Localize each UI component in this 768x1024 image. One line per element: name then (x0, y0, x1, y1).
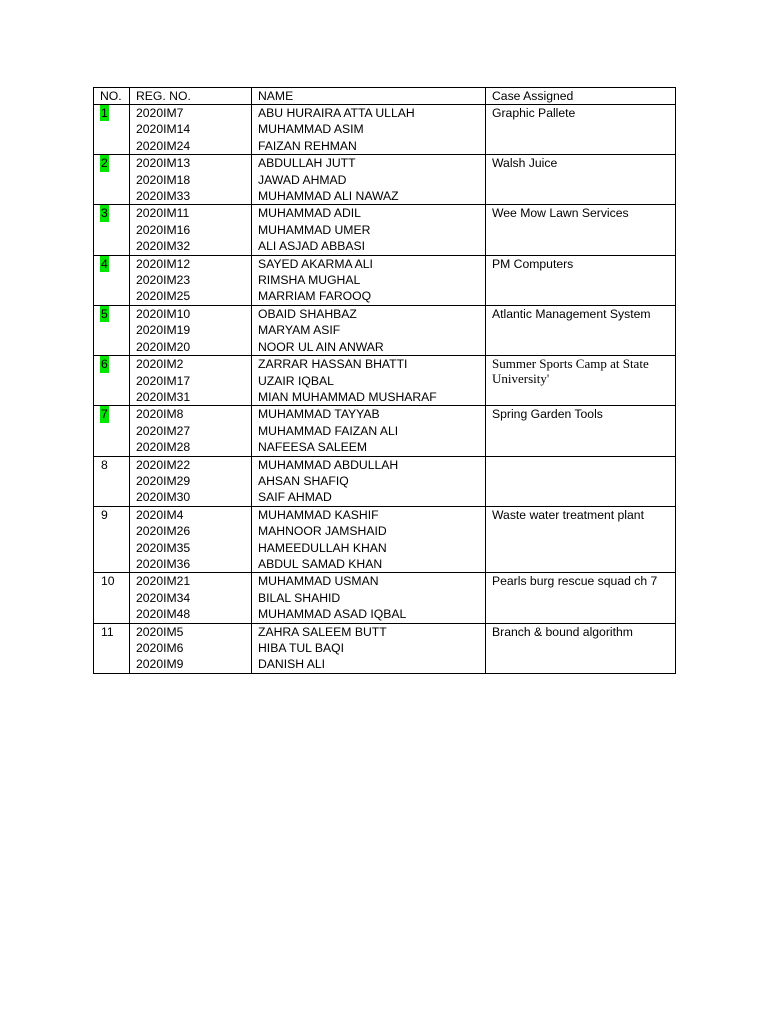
reg-no: 2020IM22 (136, 457, 191, 472)
table-row (94, 573, 676, 623)
table-body (94, 105, 676, 674)
student-name: MARYAM ASIF (258, 323, 341, 338)
case-assigned: Summer Sports Camp at State University' (492, 356, 649, 387)
table-row (94, 356, 676, 406)
reg-no: 2020IM10 (136, 306, 191, 321)
student-name: FAIZAN REHMAN (258, 138, 357, 153)
reg-no-cell (130, 456, 252, 506)
reg-no: 2020IM28 (136, 440, 191, 455)
reg-no: 2020IM17 (136, 373, 191, 388)
case-assigned: Pearls burg rescue squad ch 7 (492, 574, 658, 589)
header-name: NAME (252, 88, 486, 105)
student-name-cell (252, 205, 486, 255)
reg-no: 2020IM12 (136, 256, 191, 271)
reg-no-cell (130, 623, 252, 673)
group-number-cell (94, 623, 130, 673)
reg-no: 2020IM8 (136, 407, 184, 422)
student-name-cell (252, 406, 486, 456)
case-assigned-cell (486, 155, 676, 205)
group-number: 8 (101, 457, 108, 472)
reg-no-cell (130, 305, 252, 355)
case-assigned: Graphic Pallete (492, 106, 576, 120)
case-assigned: PM Computers (492, 256, 574, 271)
student-name: DANISH ALI (258, 657, 326, 672)
group-number-cell (94, 255, 130, 305)
student-name: ZAHRA SALEEM BUTT (258, 624, 387, 639)
case-assigned-cell (486, 623, 676, 673)
reg-no-cell (130, 255, 252, 305)
group-number-cell (94, 506, 130, 573)
student-name: MAHNOOR JAMSHAID (258, 524, 387, 539)
student-name: MARRIAM FAROOQ (258, 289, 372, 304)
reg-no: 2020IM6 (136, 641, 184, 655)
student-name: SAIF AHMAD (258, 490, 332, 505)
student-name-cell (252, 623, 486, 673)
group-number: 5 (101, 306, 108, 321)
student-name: BILAL SHAHID (258, 590, 341, 605)
student-name: UZAIR IQBAL (258, 373, 334, 388)
case-assigned-cell (486, 356, 676, 406)
reg-no: 2020IM48 (136, 607, 191, 622)
reg-no: 2020IM35 (136, 540, 191, 555)
group-number: 3 (101, 206, 108, 221)
case-assigned-cell (486, 406, 676, 456)
reg-no-cell (130, 356, 252, 406)
group-number-cell (94, 205, 130, 255)
table-row (94, 456, 676, 506)
student-name: MUHAMMAD TAYYAB (258, 407, 380, 422)
case-assigned: Spring Garden Tools (492, 407, 603, 422)
case-assigned-cell (486, 456, 676, 506)
student-name-cell (252, 356, 486, 406)
student-name: ZARRAR HASSAN BHATTI (258, 357, 408, 372)
header-reg-no: REG. NO. (130, 88, 252, 105)
student-name: ALI ASJAD ABBASI (258, 239, 366, 254)
group-number: 4 (101, 256, 108, 271)
reg-no-cell (130, 506, 252, 573)
student-name: ABDUL SAMAD KHAN (258, 556, 383, 571)
student-name: ABDULLAH JUTT (258, 156, 356, 171)
group-number-cell (94, 356, 130, 406)
student-name: MUHAMMAD ASIM (258, 122, 364, 137)
reg-no: 2020IM27 (136, 423, 191, 438)
student-name: MUHAMMAD ALI NAWAZ (258, 189, 399, 204)
reg-no: 2020IM7 (136, 106, 184, 120)
reg-no: 2020IM14 (136, 122, 191, 137)
case-assigned: Wee Mow Lawn Services (492, 206, 629, 221)
reg-no: 2020IM19 (136, 323, 191, 338)
student-name: MUHAMMAD UMER (258, 222, 371, 237)
case-assigned: Waste water treatment plant (492, 507, 644, 522)
case-assigned-cell (486, 305, 676, 355)
student-name: MUHAMMAD FAIZAN ALI (258, 423, 399, 438)
reg-no: 2020IM34 (136, 590, 191, 605)
student-name: NAFEESA SALEEM (258, 440, 368, 455)
reg-no-cell (130, 155, 252, 205)
student-name: MUHAMMAD ABDULLAH (258, 457, 399, 472)
student-name: SAYED AKARMA ALI (258, 256, 373, 271)
table-row (94, 205, 676, 255)
reg-no-cell (130, 205, 252, 255)
reg-no: 2020IM30 (136, 490, 191, 505)
student-name-cell (252, 456, 486, 506)
reg-no: 2020IM11 (136, 206, 190, 221)
group-assignment-table (93, 87, 676, 674)
student-name: ABU HURAIRA ATTA ULLAH (258, 106, 415, 120)
group-number-cell (94, 105, 130, 155)
table-row (94, 406, 676, 456)
case-assigned-cell (486, 255, 676, 305)
table-row (94, 155, 676, 205)
student-name: MUHAMMAD ADIL (258, 206, 361, 221)
group-number: 11 (101, 624, 114, 639)
group-number: 10 (101, 574, 115, 589)
student-name: OBAID SHAHBAZ (258, 306, 357, 321)
case-assigned-cell (486, 105, 676, 155)
reg-no: 2020IM33 (136, 189, 191, 204)
student-name-cell (252, 155, 486, 205)
group-number: 6 (101, 357, 108, 372)
reg-no: 2020IM20 (136, 339, 191, 354)
student-name: MIAN MUHAMMAD MUSHARAF (258, 389, 437, 404)
student-name: HIBA TUL BAQI (258, 641, 345, 655)
table-header (94, 88, 676, 105)
group-number: 9 (101, 507, 108, 522)
case-assigned-cell (486, 506, 676, 573)
table-row (94, 105, 676, 155)
group-number: 7 (101, 407, 108, 422)
case-assigned-cell (486, 573, 676, 623)
student-name: MUHAMMAD ASAD IQBAL (258, 607, 407, 622)
group-number-cell (94, 305, 130, 355)
reg-no: 2020IM32 (136, 239, 191, 254)
header-case-assigned: Case Assigned (486, 88, 676, 105)
reg-no-cell (130, 406, 252, 456)
group-number-cell (94, 155, 130, 205)
reg-no-cell (130, 105, 252, 155)
reg-no-cell (130, 573, 252, 623)
student-name: MUHAMMAD KASHIF (258, 507, 379, 522)
reg-no: 2020IM16 (136, 222, 191, 237)
header-no: NO. (94, 88, 130, 105)
student-name-cell (252, 255, 486, 305)
reg-no: 2020IM2 (136, 357, 184, 372)
reg-no: 2020IM13 (136, 156, 191, 171)
case-assigned: Branch & bound algorithm (492, 624, 633, 639)
reg-no: 2020IM9 (136, 657, 184, 672)
student-name: RIMSHA MUGHAL (258, 273, 361, 288)
student-name: AHSAN SHAFIQ (258, 473, 349, 488)
case-assigned: Atlantic Management System (492, 306, 651, 321)
student-name-cell (252, 105, 486, 155)
group-number-cell (94, 456, 130, 506)
reg-no: 2020IM26 (136, 524, 191, 539)
student-name: NOOR UL AIN ANWAR (258, 339, 384, 354)
reg-no: 2020IM24 (136, 138, 191, 153)
table-row (94, 506, 676, 573)
student-name-cell (252, 506, 486, 573)
group-number-cell (94, 406, 130, 456)
student-name: JAWAD AHMAD (258, 172, 347, 187)
reg-no: 2020IM36 (136, 556, 191, 571)
reg-no: 2020IM4 (136, 507, 184, 522)
group-number: 1 (101, 106, 108, 120)
reg-no: 2020IM23 (136, 273, 191, 288)
table-row (94, 623, 676, 673)
case-assigned-cell (486, 205, 676, 255)
table-row (94, 255, 676, 305)
reg-no: 2020IM21 (136, 574, 191, 589)
table-row (94, 305, 676, 355)
group-number: 2 (101, 156, 108, 171)
header-row (94, 88, 676, 105)
reg-no: 2020IM25 (136, 289, 191, 304)
student-name: HAMEEDULLAH KHAN (258, 540, 387, 555)
student-name-cell (252, 305, 486, 355)
student-name: MUHAMMAD USMAN (258, 574, 379, 589)
group-number-cell (94, 573, 130, 623)
reg-no: 2020IM29 (136, 473, 191, 488)
reg-no: 2020IM5 (136, 624, 184, 639)
case-assigned: Walsh Juice (492, 156, 558, 171)
student-name-cell (252, 573, 486, 623)
reg-no: 2020IM18 (136, 172, 191, 187)
reg-no: 2020IM31 (136, 389, 191, 404)
